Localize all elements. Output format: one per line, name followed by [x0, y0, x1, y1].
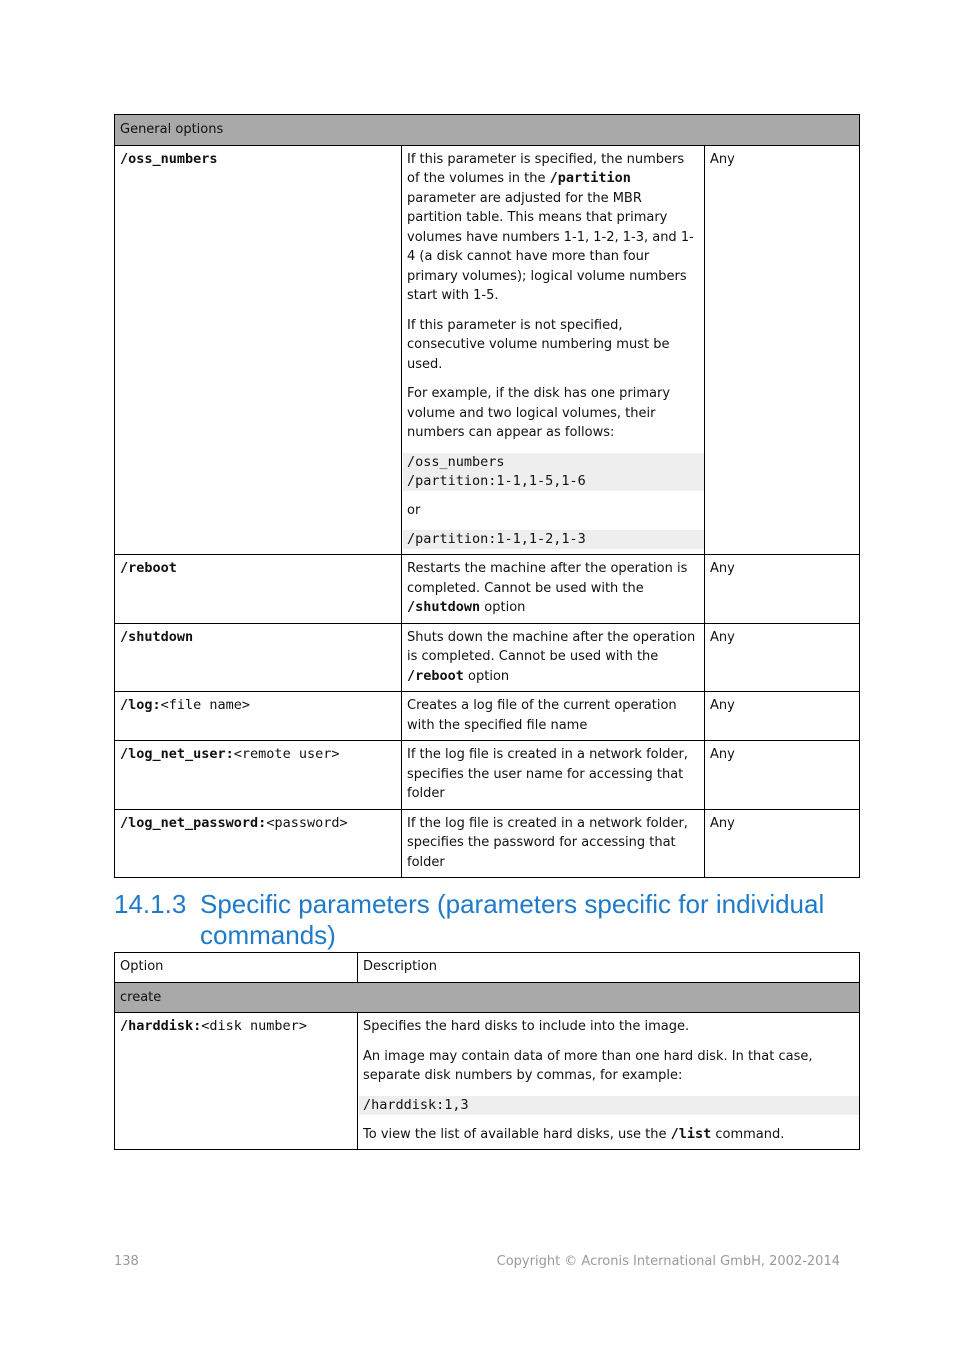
description-cell: If the log file is created in a network folder, specifies the password for accessing that folder [402, 809, 705, 878]
inline-code: /reboot [407, 667, 464, 684]
option-name: /log_net_password: [120, 814, 267, 831]
option-name: /log_net_user: [120, 746, 234, 762]
description-cell [402, 555, 705, 624]
inline-code: /shutdown [407, 599, 481, 615]
group-label: create [115, 982, 860, 1013]
description-text: command. [711, 1126, 785, 1142]
description-paragraph [407, 150, 700, 306]
description-text: If this parameter is specified, the numbers of the volumes in the [407, 151, 685, 186]
table-row [115, 555, 860, 624]
copyright-notice: Copyright © Acronis International GmbH, 2002-2014 [496, 1254, 840, 1269]
table-row [115, 1013, 860, 1150]
table-row [115, 741, 860, 810]
description-text: To view the list of available hard disks, use the [363, 1126, 671, 1142]
description-cell [358, 1013, 860, 1150]
option-argument: <disk number> [201, 1018, 307, 1034]
code-line: /partition:1-1,1-5,1-6 [407, 472, 586, 489]
option-cell [115, 809, 402, 878]
section-heading [114, 889, 874, 951]
code-line: /oss_numbers [407, 453, 505, 470]
table-header-row [115, 953, 860, 983]
option-cell [115, 145, 402, 555]
description-paragraph: If this parameter is not specified, consecutive volume numbering must be used. [407, 317, 670, 372]
table-row [115, 623, 860, 692]
page-number: 138 [114, 1254, 139, 1269]
option-cell [115, 741, 402, 810]
option-argument: <password> [266, 814, 348, 831]
option-argument: <remote user> [233, 746, 340, 762]
description-text: option [463, 668, 510, 684]
option-cell [115, 692, 402, 741]
description-cell: If the log file is created in a network folder, specifies the user name for accessing that folder [402, 741, 705, 810]
description-text: Restarts the machine after the operation is completed. Cannot be used with the [407, 561, 688, 596]
section-number: 14.1.3 [114, 889, 187, 919]
availability-cell: Any [705, 555, 860, 624]
description-cell [402, 145, 705, 555]
description-cell [402, 623, 705, 692]
option-name: /shutdown [120, 628, 194, 645]
specific-parameters-table [114, 952, 860, 1150]
option-cell [115, 555, 402, 624]
option-name: /oss_numbers [120, 150, 218, 167]
column-header-description: Description [358, 953, 860, 983]
availability-cell: Any [705, 741, 860, 810]
inline-code: /list [670, 1125, 712, 1142]
section-title: Specific parameters (parameters specific for individual commands) [200, 889, 825, 950]
description-paragraph [363, 1125, 855, 1145]
table-row [115, 145, 860, 555]
description-text: parameter are adjusted for the MBR partition table. This means that primary volumes have numbers 1-1, 1-2, 1-3, and 1-4 (a disk cannot have more than four primary volumes); logical volume numbers start with 1-5. [407, 190, 694, 303]
availability-cell: Any [705, 145, 860, 555]
option-cell [115, 1013, 358, 1150]
code-block [403, 453, 704, 491]
or-text: or [407, 502, 421, 518]
option-name: /harddisk: [120, 1018, 202, 1034]
table-row [115, 809, 860, 878]
availability-cell: Any [705, 809, 860, 878]
option-argument: <file name> [160, 697, 251, 713]
option-name: /reboot [120, 560, 177, 576]
table-row [115, 692, 860, 741]
column-header-option: Option [115, 953, 358, 983]
description-cell: Creates a log file of the current operation with the specified file name [402, 692, 705, 741]
group-header-row [115, 982, 860, 1013]
group-label: General options [115, 115, 860, 146]
option-cell [115, 623, 402, 692]
code-line: /harddisk:1,3 [363, 1096, 469, 1113]
description-text: option [480, 600, 526, 615]
general-options-table [114, 114, 860, 878]
description-paragraph: For example, if the disk has one primary volume and two logical volumes, their numbers can appear as follows: [407, 386, 671, 440]
code-block [359, 1096, 859, 1115]
inline-code: /partition [549, 170, 631, 186]
description-paragraph: Specifies the hard disks to include into the image. [363, 1019, 690, 1034]
code-block [403, 530, 704, 549]
group-header-row [115, 115, 860, 146]
availability-cell: Any [705, 623, 860, 692]
code-line: /partition:1-1,1-2,1-3 [407, 531, 586, 547]
description-paragraph: An image may contain data of more than one hard disk. In that case, separate disk numbers by commas, for example: [363, 1048, 813, 1083]
description-text: Shuts down the machine after the operation is completed. Cannot be used with the [407, 629, 696, 664]
availability-cell: Any [705, 692, 860, 741]
option-name: /log: [120, 697, 161, 713]
